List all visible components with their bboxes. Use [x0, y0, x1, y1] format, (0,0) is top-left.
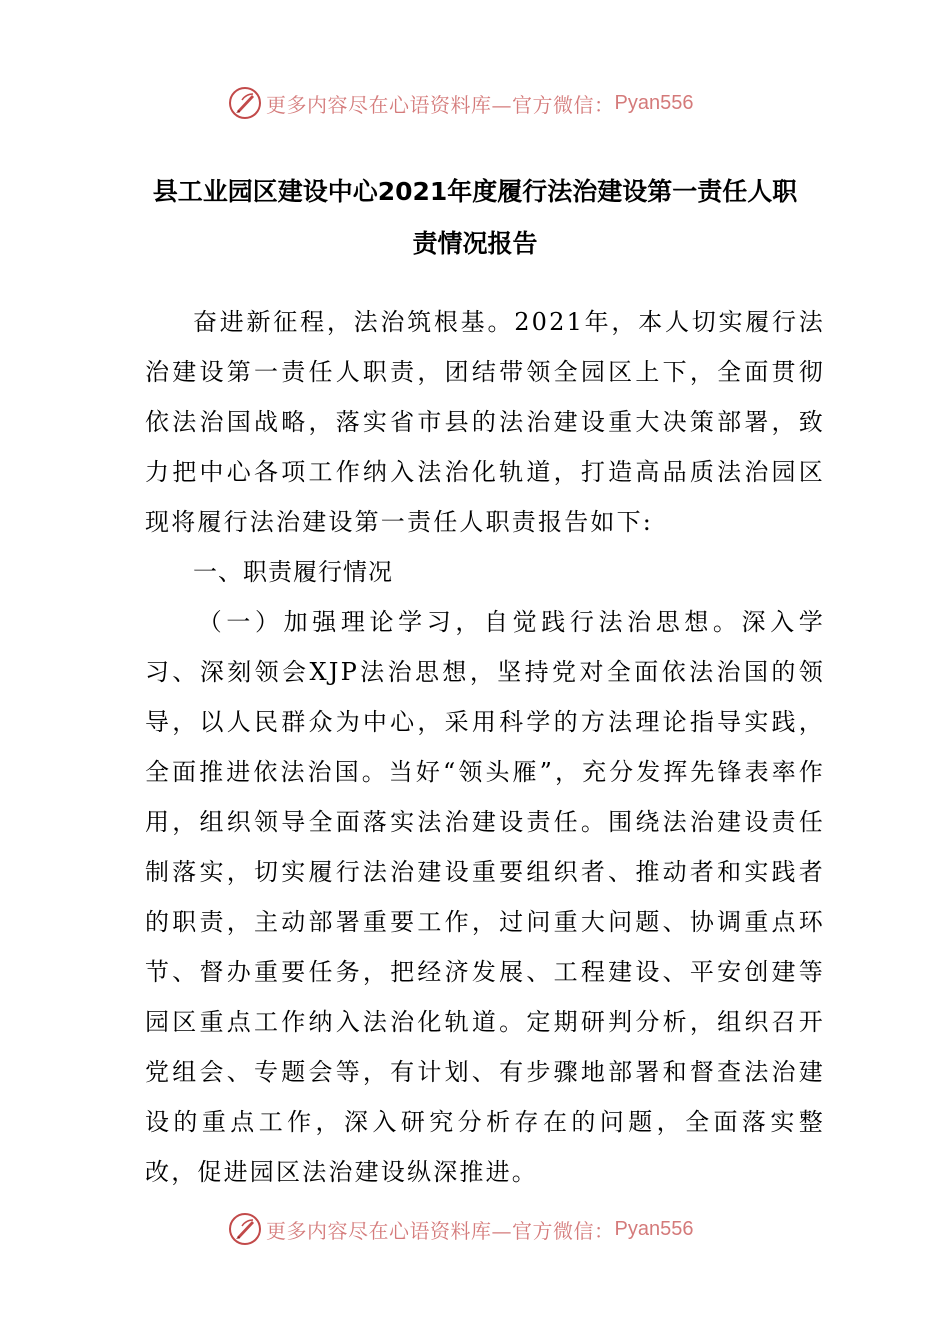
watermark-text: 更多内容尽在心语资料库—官方微信：: [266, 92, 615, 117]
document-title: [110, 166, 840, 270]
document-body: [145, 297, 825, 1197]
watermark-wechat-id: Pyan556: [614, 91, 694, 114]
watermark-wechat-id: Pyan556: [614, 1217, 694, 1240]
title-line-1: 县工业园区建设中心2021年度履行法治建设第一责任人职: [152, 177, 798, 206]
section-heading: 一、职责履行情况: [193, 558, 393, 586]
section-paragraph: （一）加强理论学习，自觉践行法治思想。深入学习、深刻领会XJP法治思想，坚持党对全面依法治国的领导，以人民群众为中心，采用科学的方法理论指导实践，全面推进依法治国。当好“领头雁”，充分发挥先锋表率作用，组织领导全面落实法治建设责任。围绕法治建设责任制落实，切实履行法治建设重要组织者、推动者和实践者的职责，主动部署重要工作，过问重大问题、协调重点环节、督办重要任务，把经济发展、工程建设、平安创建等园区重点工作纳入法治化轨道。定期研判分析，组织召开党组会、专题会等，有计划、有步骤地部署和督查法治建设的重点工作，深入研究分析存在的问题，全面落实整改，促进园区法治建设纵深推进。: [145, 608, 825, 1186]
quill-logo-icon: [228, 86, 262, 120]
intro-paragraph: 奋进新征程，法治筑根基。2021年，本人切实履行法治建设第一责任人职责，团结带领全园区上下，全面贯彻依法治国战略，落实省市县的法治建设重大决策部署，致力把中心各项工作纳入法治化轨道，打造高品质法治园区现将履行法治建设第一责任人职责报告如下:: [145, 308, 825, 536]
watermark-banner-top: [228, 86, 693, 120]
watermark-text: 更多内容尽在心语资料库—官方微信：: [266, 1218, 615, 1243]
quill-logo-icon: [228, 1212, 262, 1246]
watermark-banner-bottom: [228, 1212, 693, 1246]
title-line-2: 责情况报告: [412, 229, 538, 258]
